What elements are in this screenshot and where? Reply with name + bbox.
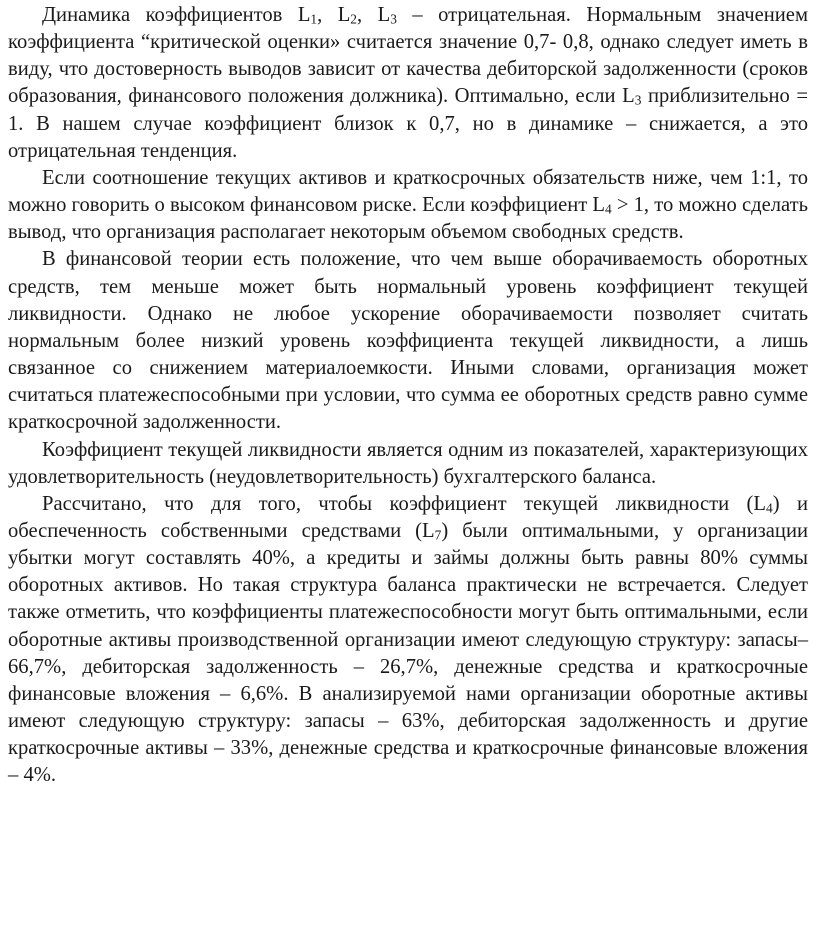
paragraph <box>8 165 808 246</box>
paragraph <box>8 491 808 790</box>
text-run: > 1, то можно сделать вывод, что организация располагает некоторым объемом свободных средств. <box>8 194 808 244</box>
document-body <box>8 2 808 790</box>
text-run: приблизительно = 1. В нашем случае коэффициент близок к 0,7, но в динамике – снижается, а это отрицательная тенденция. <box>8 85 809 162</box>
text-run: Коэффициент текущей ликвидности является одним из показателей, характеризующих удовлетворительность (неудовлетворительность) бухгалтерского баланса. <box>8 438 808 488</box>
text-run: В финансовой теории есть положение, что чем выше оборачиваемость оборотных средств, тем меньше может быть нормальный уровень коэффициент текущей ликвидности. Однако не любое ускорение оборачиваемости позволяет считать нормальным более низкий уровень коэффициента текущей ликвидности, а лишь связанное со снижением материалоемкости. Иными словами, организация может считаться платежеспособными при условии, что сумма ее оборотных средств равно сумме краткосрочной задолженности. <box>8 248 808 434</box>
subscript-index: 3 <box>390 11 397 27</box>
text-run: , L <box>356 4 391 26</box>
paragraph <box>8 246 808 436</box>
text-run: ) были оптимальными, у организации убытки могут составлять 40%, а кредиты и займы должны быть равны 80% суммы оборотных активов. Но такая структура баланса практически не встречается. Следует также отметить, что коэффициенты платежеспособности могут быть оптимальными, если оборотные активы производственной организации имеют следующую структуру: запасы– 66,7%, дебиторская задолженность – 26,7%, денежные средства и краткосрочные финансовые вложения – 6,6%. В анализируемой нами организации оборотные активы имеют следующую структуру: запасы – 63%, дебиторская задолженность и другие краткосрочные активы – 33%, денежные средства и краткосрочные финансовые вложения – 4%. <box>8 519 808 787</box>
subscript-index: 1 <box>310 11 318 27</box>
subscript-index: 3 <box>634 93 642 109</box>
text-run: – отрицательная. Нормальным значением коэффициента “критической оценки» считается значение 0,7- 0,8, однако следует иметь в виду, что достоверность выводов зависит от качества дебиторской задолженности (сроков образования, финансового положения должника). Оптимально, если L <box>8 4 808 108</box>
subscript-index: 4 <box>766 500 773 516</box>
text-run: Если соотношение текущих активов и краткосрочных обязательств ниже, чем 1:1, то можно говорить о высоком финансовом риске. Если коэффициент L <box>8 166 808 217</box>
paragraph <box>8 2 808 165</box>
paragraph <box>8 437 808 491</box>
subscript-index: 2 <box>350 11 357 27</box>
text-run: Динамика коэффициентов L <box>42 4 311 26</box>
subscript-index: 4 <box>605 201 612 217</box>
subscript-index: 7 <box>434 527 442 543</box>
text-run: Рассчитано, что для того, чтобы коэффициент текущей ликвидности (L <box>42 492 766 515</box>
text-run: , L <box>317 4 351 26</box>
text-run: ) и обеспеченность собственными средствами (L <box>8 492 808 542</box>
